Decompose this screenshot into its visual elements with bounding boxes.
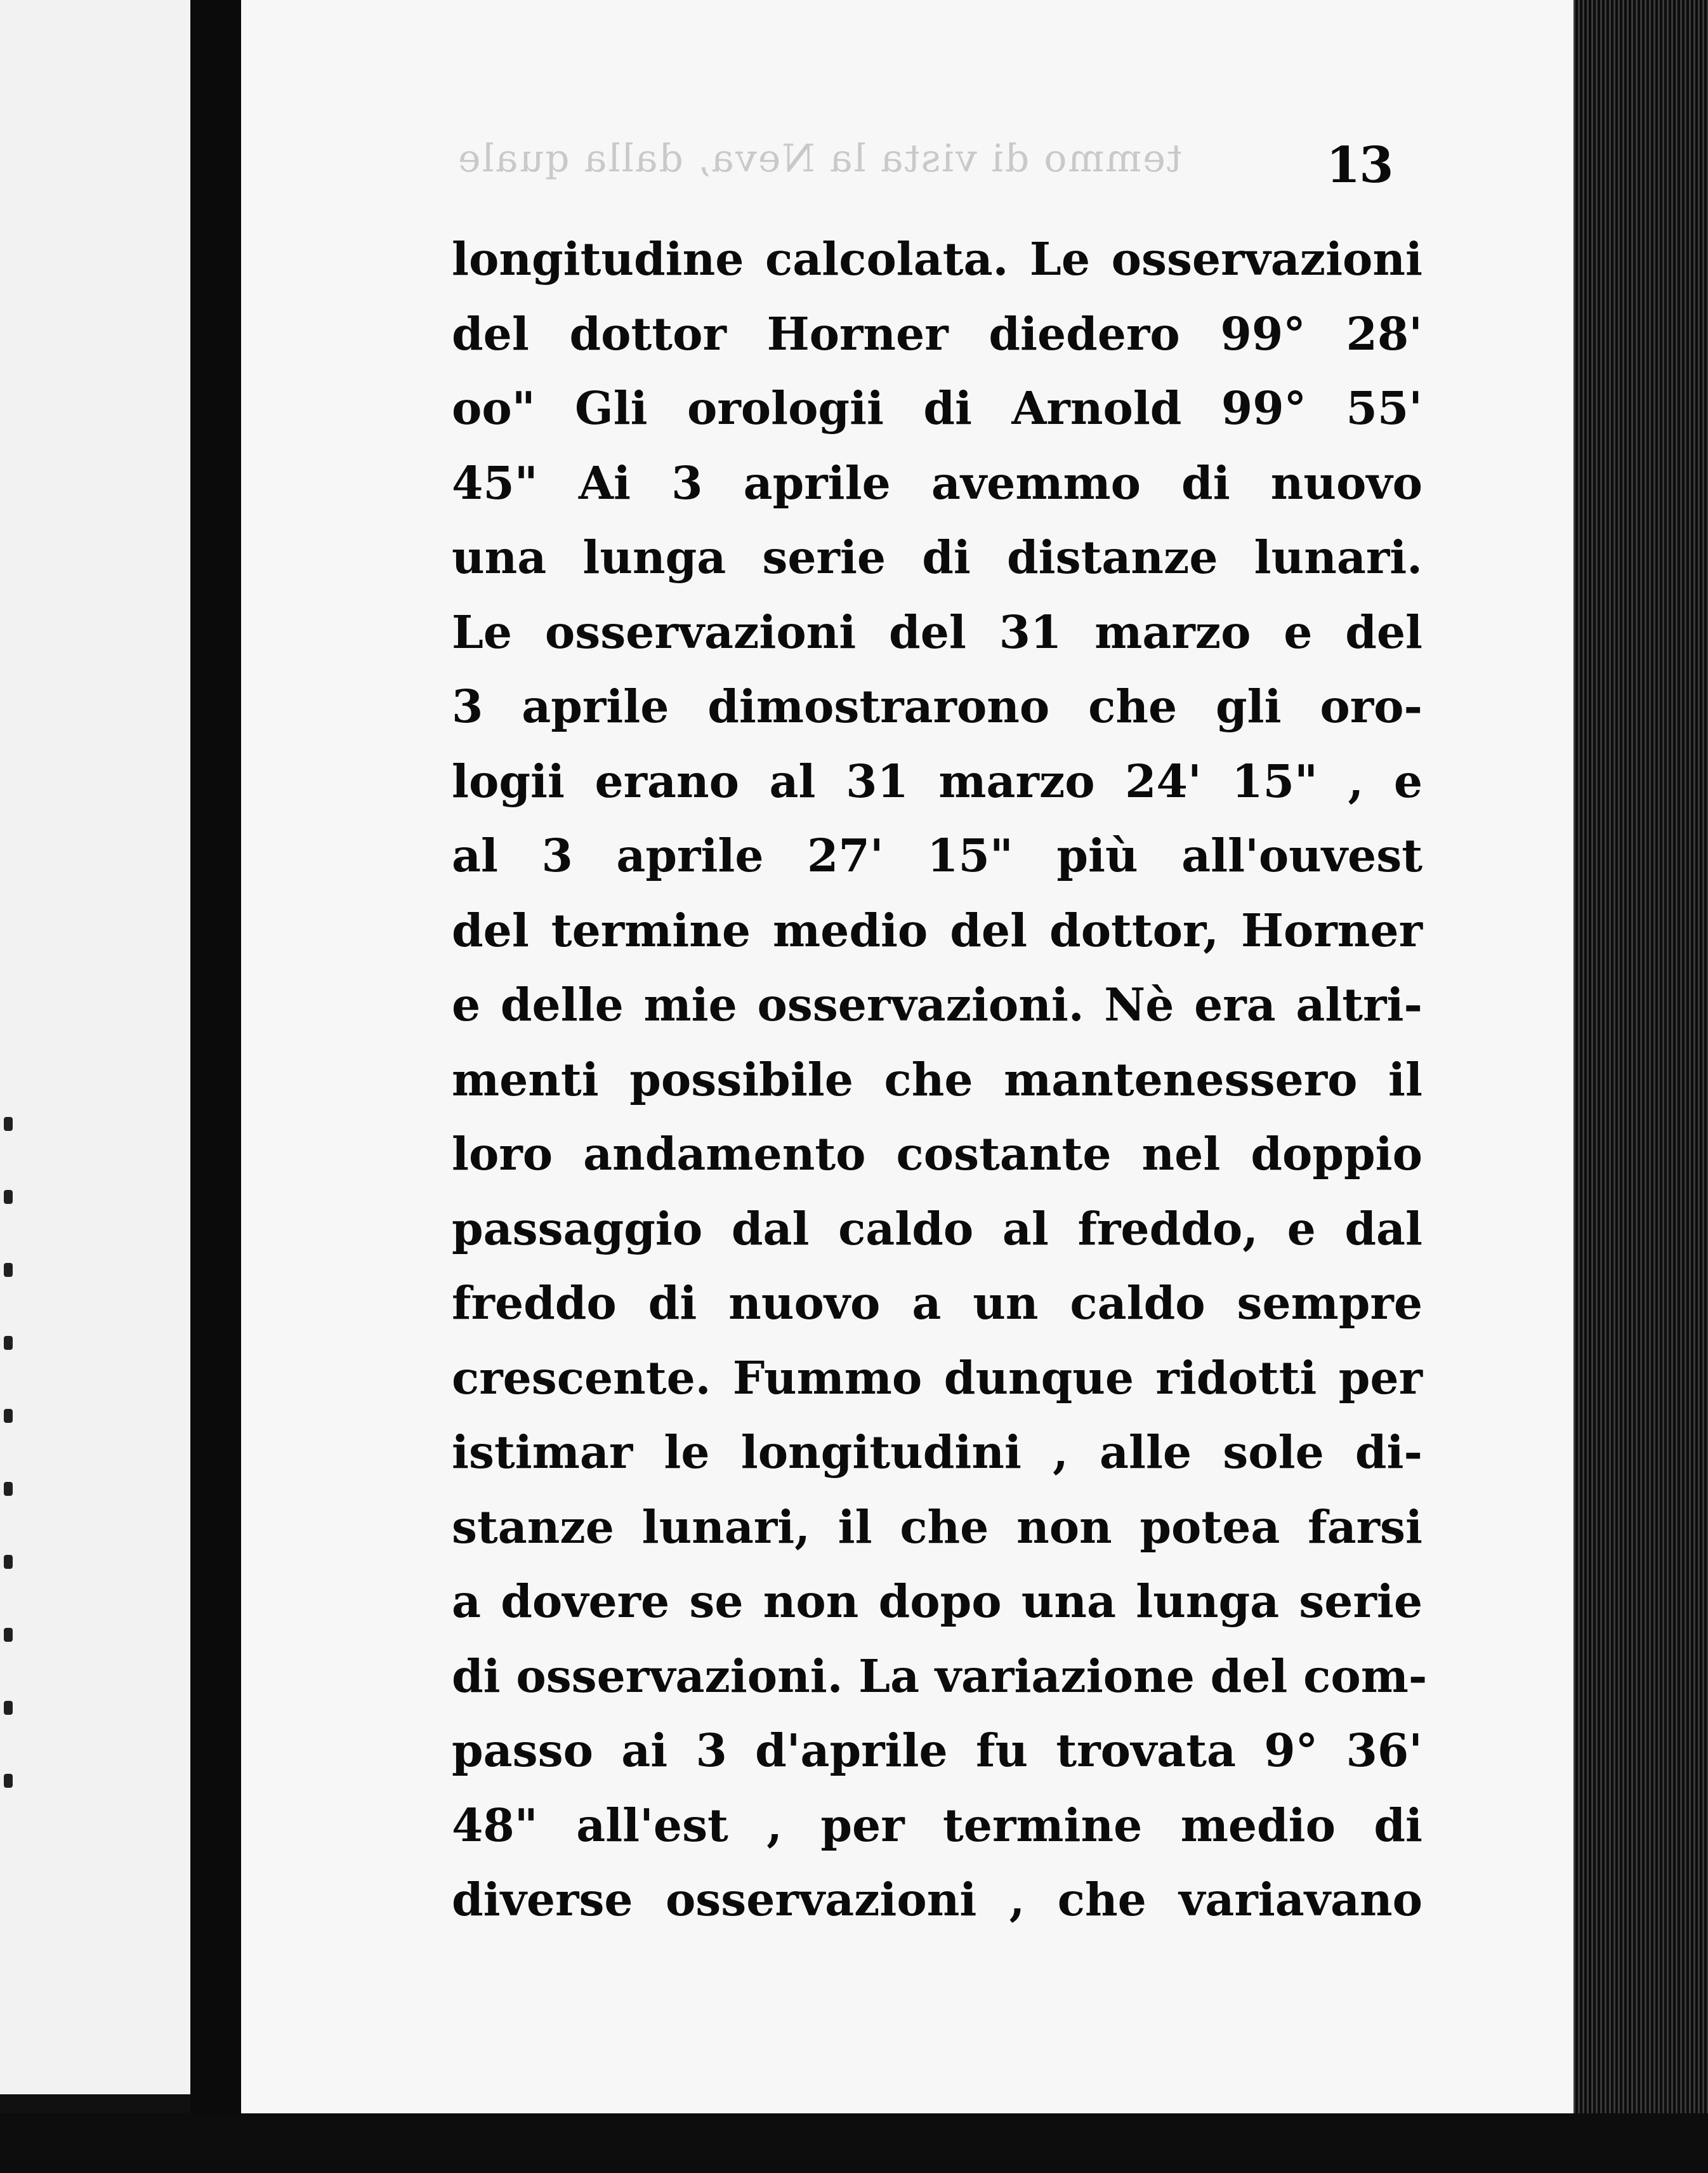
text-line: menti possibile che mantenessero il [452, 1052, 1422, 1106]
text-line: logii erano al 31 marzo 24' 15" , e [452, 754, 1422, 808]
text-line: e delle mie osservazioni. Nè era altri- [452, 978, 1422, 1031]
previous-page-letter-fragment [4, 1336, 13, 1350]
bleed-through-text: temmo di vista la Neva, dalla quale [457, 136, 1182, 181]
text-line: Le osservazioni del 31 marzo e del [452, 605, 1422, 659]
previous-page-letter-fragment [4, 1555, 13, 1569]
scan-bottom-border [0, 2113, 1708, 2173]
previous-page-letter-fragment [4, 1117, 13, 1131]
previous-page-letter-fragment [4, 1774, 13, 1788]
text-line: passo ai 3 d'aprile fu trovata 9° 36' [452, 1724, 1422, 1777]
text-line: 3 aprile dimostrarono che gli oro- [452, 680, 1422, 733]
text-line: 48" all'est , per termine medio di [452, 1798, 1422, 1852]
text-line: crescente. Fummo dunque ridotti per [452, 1351, 1422, 1404]
page-number: 13 [1326, 136, 1393, 194]
text-line: del dottor Horner diedero 99° 28' [452, 307, 1422, 360]
text-line: 45" Ai 3 aprile avemmo di nuovo [452, 456, 1422, 510]
text-line: longitudine calcolata. Le osservazioni [452, 232, 1422, 286]
text-line: passaggio dal caldo al freddo, e dal [452, 1201, 1422, 1255]
previous-page-letter-fragment [4, 1482, 13, 1496]
previous-page-letter-fragment [4, 1701, 13, 1715]
text-line: una lunga serie di distanze lunari. [452, 531, 1422, 584]
previous-page-letter-fragment [4, 1263, 13, 1277]
text-line: di osservazioni. La variazione del com- [452, 1649, 1428, 1703]
text-line: loro andamento costante nel doppio [452, 1127, 1422, 1180]
book-gutter [190, 0, 241, 2173]
page-body-text [452, 222, 1428, 1938]
text-line: istimar le longitudini , alle sole di- [452, 1425, 1422, 1479]
text-line: al 3 aprile 27' 15" più all'ouvest [452, 829, 1422, 882]
text-line: oo" Gli orologii di Arnold 99° 55' [452, 381, 1422, 435]
previous-page-edge [0, 0, 194, 2094]
text-line: a dovere se non dopo una lunga serie [452, 1575, 1422, 1628]
previous-page-letter-fragment [4, 1628, 13, 1642]
book-fore-edge [1573, 0, 1708, 2173]
previous-page-letter-fragment [4, 1409, 13, 1423]
text-line: diverse osservazioni , che variavano [452, 1873, 1422, 1926]
previous-page-letter-fragment [4, 1190, 13, 1204]
text-line: stanze lunari, il che non potea farsi [452, 1500, 1422, 1554]
text-line: del termine medio del dottor, Horner [452, 903, 1422, 957]
text-line: freddo di nuovo a un caldo sempre [452, 1276, 1422, 1330]
